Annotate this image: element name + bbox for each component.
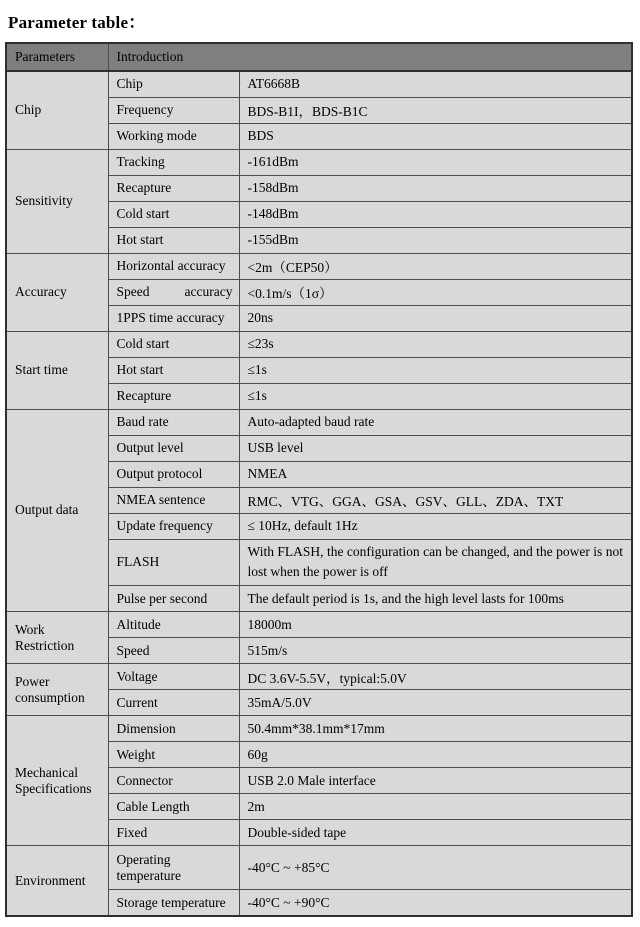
param-label-chip: Chip [108,71,239,97]
group-cell-mechanical-specifications: Mechanical Specifications [6,716,108,846]
group-cell-start-time: Start time [6,331,108,409]
param-label-update-frequency: Update frequency [108,513,239,539]
group-cell-power-consumption: Power consumption [6,664,108,716]
param-label-hot-start: Hot start [108,227,239,253]
param-label-recapture: Recapture [108,175,239,201]
param-label-connector: Connector [108,768,239,794]
param-label-frequency: Frequency [108,97,239,123]
param-value-recapture: -158dBm [239,175,632,201]
param-value-recapture: ≤1s [239,383,632,409]
parameter-table [5,42,633,917]
table-row [6,716,632,742]
param-value-dimension: 50.4mm*38.1mm*17mm [239,716,632,742]
param-value-baud-rate: Auto-adapted baud rate [239,409,632,435]
group-cell-sensitivity: Sensitivity [6,149,108,253]
param-value-tracking: -161dBm [239,149,632,175]
param-value-cable-length: 2m [239,794,632,820]
param-value-operating-temperature: -40°C ~ +85°C [239,846,632,890]
header-introduction: Introduction [108,43,632,71]
param-value-storage-temperature: -40°C ~ +90°C [239,890,632,916]
table-body [6,71,632,916]
param-label-pulse-per-second: Pulse per second [108,586,239,612]
table-row [6,253,632,279]
group-cell-output-data: Output data [6,409,108,612]
group-cell-chip: Chip [6,71,108,149]
param-label-flash: FLASH [108,539,239,586]
param-value-hot-start: -155dBm [239,227,632,253]
param-label-baud-rate: Baud rate [108,409,239,435]
page-title: Parameter table： [8,13,146,32]
param-label-speed: Speed [108,638,239,664]
param-value-connector: USB 2.0 Male interface [239,768,632,794]
param-value-speed-accuracy: <0.1m/s（1σ） [239,279,632,305]
param-label-output-level: Output level [108,435,239,461]
param-value-output-protocol: NMEA [239,461,632,487]
table-row [6,409,632,435]
table-row [6,846,632,890]
table-row [6,612,632,638]
param-label-word: accuracy [184,284,233,299]
param-label-horizontal-accuracy: Horizontal accuracy [108,253,239,279]
param-value-fixed: Double-sided tape [239,820,632,846]
table-row [6,149,632,175]
param-label-cold-start: Cold start [108,331,239,357]
param-label-cold-start: Cold start [108,201,239,227]
param-value-1pps-time-accuracy: 20ns [239,305,632,331]
param-value-chip: AT6668B [239,71,632,97]
param-label-working-mode: Working mode [108,123,239,149]
param-value-horizontal-accuracy: <2m（CEP50） [239,253,632,279]
param-value-update-frequency: ≤ 10Hz, default 1Hz [239,513,632,539]
param-value-pulse-per-second: The default period is 1s, and the high level lasts for 100ms [239,586,632,612]
param-value-working-mode: BDS [239,123,632,149]
param-value-frequency: BDS-B1I，BDS-B1C [239,97,632,123]
param-label-voltage: Voltage [108,664,239,690]
param-label-fixed: Fixed [108,820,239,846]
table-row [6,71,632,97]
param-value-current: 35mA/5.0V [239,690,632,716]
header-parameters: Parameters [6,43,108,71]
group-cell-environment: Environment [6,846,108,916]
param-label-nmea-sentence: NMEA sentence [108,487,239,513]
param-value-hot-start: ≤1s [239,357,632,383]
param-label-1pps-time-accuracy: 1PPS time accuracy [108,305,239,331]
param-label-current: Current [108,690,239,716]
param-label-cable-length: Cable Length [108,794,239,820]
table-header-row [6,43,632,71]
table-row [6,664,632,690]
param-label-word: Speed [116,284,150,299]
table-row [6,331,632,357]
param-label-dimension: Dimension [108,716,239,742]
param-value-speed: 515m/s [239,638,632,664]
group-cell-work-restriction: Work Restriction [6,612,108,664]
param-label-speed-accuracy [108,279,239,305]
param-value-cold-start: -148dBm [239,201,632,227]
param-label-output-protocol: Output protocol [108,461,239,487]
param-label-recapture: Recapture [108,383,239,409]
param-value-altitude: 18000m [239,612,632,638]
param-label-weight: Weight [108,742,239,768]
param-value-weight: 60g [239,742,632,768]
group-cell-accuracy: Accuracy [6,253,108,331]
param-label-hot-start: Hot start [108,357,239,383]
param-value-voltage: DC 3.6V-5.5V，typical:5.0V [239,664,632,690]
param-value-nmea-sentence: RMC、VTG、GGA、GSA、GSV、GLL、ZDA、TXT [239,487,632,513]
param-value-cold-start: ≤23s [239,331,632,357]
param-label-operating-temperature: Operating temperature [108,846,239,890]
param-value-output-level: USB level [239,435,632,461]
param-label-storage-temperature: Storage temperature [108,890,239,916]
param-value-flash: With FLASH, the configuration can be changed, and the power is not lost when the power is off [239,539,632,586]
param-label-altitude: Altitude [108,612,239,638]
param-label-tracking: Tracking [108,149,239,175]
